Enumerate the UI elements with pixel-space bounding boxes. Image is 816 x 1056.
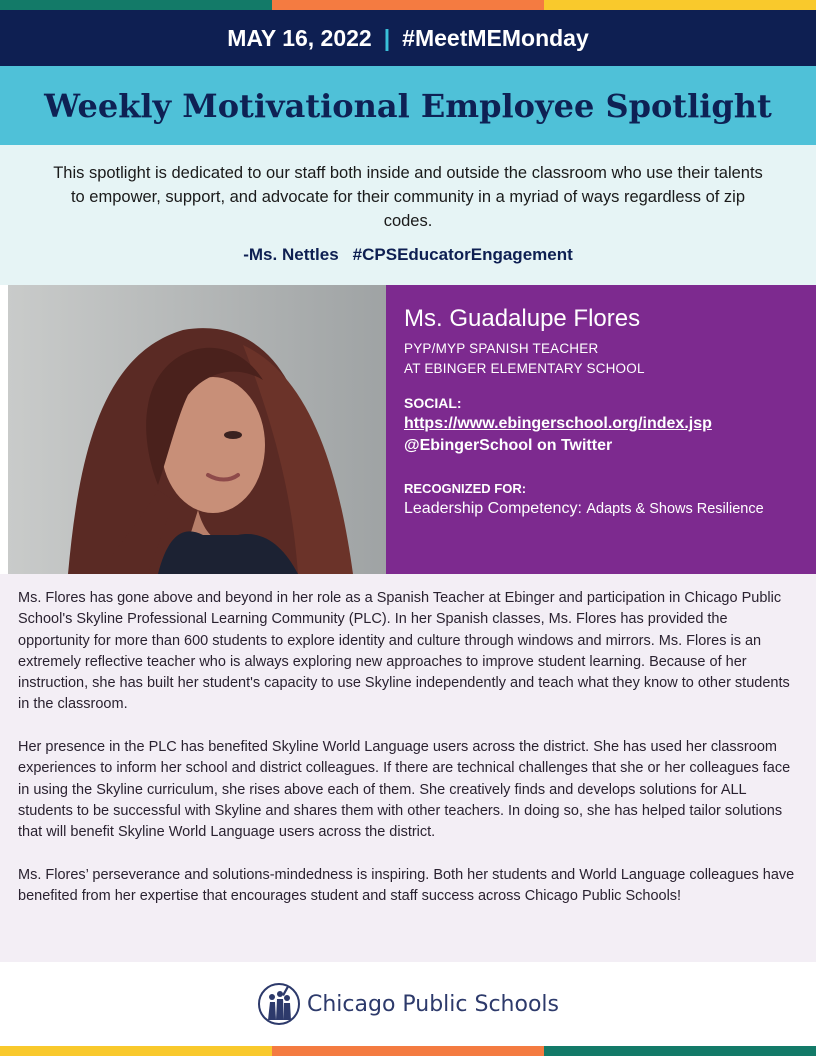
- date-separator: |: [383, 24, 391, 51]
- portrait-illustration: [8, 285, 386, 574]
- footer: [0, 962, 816, 1046]
- cps-logo: [257, 982, 559, 1026]
- spotlight-body: [0, 574, 816, 962]
- recognized-label: RECOGNIZED FOR:: [404, 481, 527, 496]
- portrait-photo: [8, 285, 386, 574]
- intro-section: [0, 145, 816, 285]
- body-paragraph-1: Ms. Flores has gone above and beyond in her role as a Spanish Teacher at Ebinger and participation in Chicago Public School's Skyline Professional Learning Community (PLC). In her Spanish classes, Ms. Flores has provided the opportunity for more than 600 students to explore identity and culture through windows and mirrors. Ms. Flores is an extremely reflective teacher who is always exploring new approaches to improve student learning. Because of her instruction, she has built her student's capacity to use Skyline independently and teach what they know to other students in the classroom.: [18, 590, 790, 713]
- stripe-yellow: [544, 0, 816, 10]
- hashtag-text: #MeetMEMonday: [402, 24, 589, 51]
- twitter-handle: @EbingerSchool on Twitter: [404, 437, 613, 454]
- profile-card: [386, 285, 816, 574]
- body-paragraph-2: Her presence in the PLC has benefited Skyline World Language users across the district. She has used her classroom experiences to inform her school and district colleagues. If there are technical challenges that she or her colleagues face in using the Skyline curriculum, she rises above each of them. She creatively finds and develops solutions for ALL students to be successful with Skyline and shares them with other teachers. In doing so, she has helped tailor solutions that will benefit Skyline World Language users across the district.: [18, 739, 791, 841]
- employee-role: [404, 339, 798, 379]
- cps-emblem-icon: [257, 982, 301, 1026]
- bottom-color-stripe: [0, 1046, 816, 1056]
- signature-hashtag: #CPSEducatorEngagement: [352, 245, 573, 264]
- title-banner: [0, 66, 816, 145]
- top-color-stripe: [0, 0, 816, 10]
- school-website-link[interactable]: https://www.ebingerschool.org/index.jsp: [404, 415, 712, 432]
- role-line-1: PYP/MYP SPANISH TEACHER: [404, 341, 599, 356]
- recognition: [404, 500, 798, 518]
- stripe-teal: [0, 0, 272, 10]
- stripe-orange-bottom: [272, 1046, 544, 1056]
- cps-name: Chicago Public Schools: [306, 991, 559, 1017]
- intro-signature: [0, 245, 816, 265]
- page-title: Weekly Motivational Employee Spotlight: [44, 86, 772, 125]
- role-line-2: AT EBINGER ELEMENTARY SCHOOL: [404, 361, 645, 376]
- social-label: SOCIAL:: [404, 395, 462, 411]
- stripe-orange: [272, 0, 544, 10]
- body-paragraph-3: Ms. Flores’ perseverance and solutions-mindedness is inspiring. Both her students and World Language colleagues have benefited from her expertise that encourages student and staff success across Chicago Public Schools!: [18, 866, 795, 905]
- date-banner: [0, 10, 816, 66]
- signature-name: -Ms. Nettles: [243, 245, 339, 264]
- employee-name: Ms. Guadalupe Flores: [404, 305, 641, 332]
- date-text: MAY 16, 2022: [227, 24, 372, 51]
- stripe-yellow-bottom: [0, 1046, 272, 1056]
- intro-text: This spotlight is dedicated to our staff both inside and outside the classroom who use their talents to empower, support, and advocate for their community in a myriad of ways regardless of zip codes.: [53, 164, 763, 230]
- stripe-teal-bottom: [544, 1046, 816, 1056]
- recognition-competency: Leadership Competency:: [404, 500, 582, 517]
- recognition-detail: Adapts & Shows Resilience: [586, 501, 764, 517]
